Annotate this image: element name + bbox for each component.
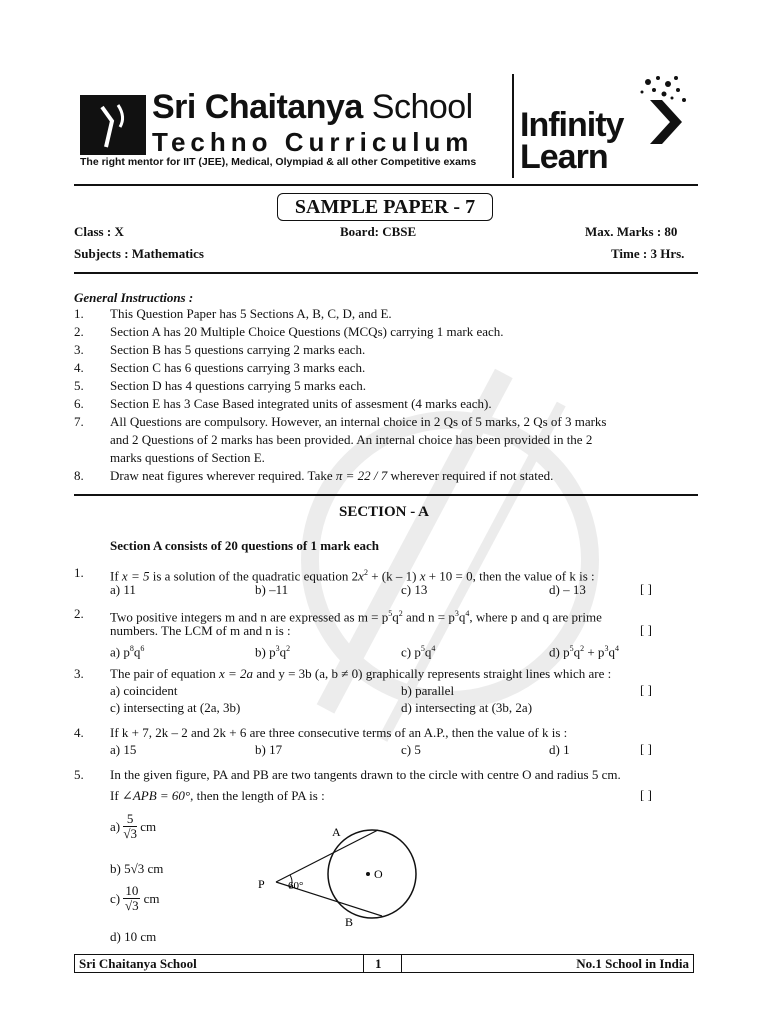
answer-bracket: [ ] xyxy=(640,787,652,802)
question-number: 3. xyxy=(74,666,84,681)
instr-num: 3. xyxy=(74,342,84,357)
centre-point xyxy=(366,872,370,876)
instr-text: and 2 Questions of 2 marks has been provided. An internal choice has been provided in the 2 xyxy=(110,432,593,447)
question-2-text-line2: numbers. The LCM of m and n is : xyxy=(110,623,291,638)
curriculum-name: Techno Curriculum xyxy=(152,127,474,157)
time-label: Time : 3 Hrs. xyxy=(611,246,685,261)
question-number: 5. xyxy=(74,767,84,782)
question-3-text: The pair of equation x = 2a and y = 3b (a, b ≠ 0) graphically represents straight lines which are : xyxy=(110,666,612,681)
answer-bracket: [ ] xyxy=(640,741,652,756)
instr-text: This Question Paper has 5 Sections A, B, C, D, and E. xyxy=(110,306,392,321)
instr-text: Section A has 20 Multiple Choice Questions (MCQs) carrying 1 mark each. xyxy=(110,324,504,339)
page-footer xyxy=(74,954,694,973)
option: d) intersecting at (3b, 2a) xyxy=(401,700,533,715)
partner-logo-line2: Learn xyxy=(520,138,608,176)
instr-text: Section B has 5 questions carrying 2 marks each. xyxy=(110,342,366,357)
school-name: Sri Chaitanya School xyxy=(152,88,473,126)
footer-slogan: No.1 School in India xyxy=(576,956,689,971)
partner-logo-line1: Infinity xyxy=(520,106,624,144)
tangent-circle-figure xyxy=(250,818,430,930)
question-number: 2. xyxy=(74,606,84,621)
title-rule xyxy=(74,272,698,274)
instr-num: 2. xyxy=(74,324,84,339)
point-a-label: A xyxy=(332,825,341,839)
option: c) intersecting at (2a, 3b) xyxy=(110,700,241,715)
question-2-text: Two positive integers m and n are expressed as $m = p^5q^2$ and $n = p^3q^4$, where p and q are prime xyxy=(110,609,602,625)
option: b) $p^3q^2$ xyxy=(255,644,291,660)
option: a) 11 xyxy=(110,582,136,597)
answer-bracket: [ ] xyxy=(640,622,652,637)
instr-text: Draw neat figures wherever required. Take π = 22 / 7 wherever required if not stated. xyxy=(110,468,554,483)
footer-school: Sri Chaitanya School xyxy=(79,956,197,971)
section-subtitle: Section A consists of 20 questions of 1 mark each xyxy=(110,538,380,553)
answer-bracket: [ ] xyxy=(640,682,652,697)
option: d) 10 cm xyxy=(110,929,157,944)
option: a) 15 xyxy=(110,742,137,757)
option: b) 5√3 cm xyxy=(110,861,164,876)
question-number: 1. xyxy=(74,565,84,580)
instr-num: 5. xyxy=(74,378,84,393)
instr-text: Section D has 4 questions carrying 5 marks each. xyxy=(110,378,366,393)
header-rule xyxy=(74,184,698,186)
angle-label: 60° xyxy=(288,880,304,892)
tagline: The right mentor for IIT (JEE), Medical, Olympiad & all other Competitive exams xyxy=(80,156,477,168)
answer-bracket: [ ] xyxy=(640,581,652,596)
instructions-heading: General Instructions : xyxy=(74,290,194,305)
subject-label: Subjects : Mathematics xyxy=(74,246,204,261)
page-number: 1 xyxy=(375,956,382,971)
option: a) coincident xyxy=(110,683,178,698)
max-marks-label: Max. Marks : 80 xyxy=(585,224,678,239)
instr-text: Section E has 3 Case Based integrated units of assesment (4 marks each). xyxy=(110,396,492,411)
board-label: Board: CBSE xyxy=(340,224,417,239)
footer-divider xyxy=(401,955,402,972)
point-p-label: P xyxy=(258,877,265,891)
instr-num: 7. xyxy=(74,414,84,429)
infinity-arrow-icon xyxy=(628,72,698,152)
option: b) –11 xyxy=(255,582,289,597)
pi-expression: π = 22 / 7 xyxy=(335,468,388,483)
question-4-text: If k + 7, 2k – 2 and 2k + 6 are three consecutive terms of an A.P., then the value of k is : xyxy=(110,725,568,740)
option: b) 17 xyxy=(255,742,283,757)
option: d) 1 xyxy=(549,742,570,757)
instr-num: 4. xyxy=(74,360,84,375)
instr-num: 6. xyxy=(74,396,84,411)
question-5-text: In the given figure, PA and PB are two tangents drawn to the circle with centre O and radius 5 cm. xyxy=(110,767,621,782)
instr-num: 1. xyxy=(74,306,84,321)
footer-divider xyxy=(363,955,364,972)
school-logo xyxy=(80,95,146,155)
point-b-label: B xyxy=(345,915,354,929)
question-1-text: If x = 5 is a solution of the quadratic equation $2x^2 + (k - 1) x + 10 = 0$, then the value of k is : xyxy=(110,568,595,584)
option: d) – 13 xyxy=(549,582,586,597)
option: c) $p^5q^4$ xyxy=(401,644,436,660)
instr-num: 8. xyxy=(74,468,84,483)
circle xyxy=(328,830,416,918)
option: d) $p^5q^2 + p^3q^4$ xyxy=(549,644,619,660)
option: c) 13 xyxy=(401,582,428,597)
instr-text: Section C has 6 questions carrying 3 marks each. xyxy=(110,360,366,375)
class-label: Class : X xyxy=(74,224,124,239)
instr-text: marks questions of Section E. xyxy=(110,450,265,465)
question-5-text-line2: If ∠APB = 60°, then the length of PA is : xyxy=(110,788,325,803)
instructions-rule xyxy=(74,494,698,496)
option: b) parallel xyxy=(401,683,455,698)
section-title: SECTION - A xyxy=(338,504,430,520)
option: a) $\frac{5}{√3}$ cm xyxy=(110,811,157,841)
question-number: 4. xyxy=(74,725,84,740)
instr-text: All Questions are compulsory. However, an internal choice in 2 Qs of 5 marks, 2 Qs of 3 marks xyxy=(110,414,607,429)
paper-title: SAMPLE PAPER - 7 xyxy=(277,193,493,221)
option: a) $p^8q^6$ xyxy=(110,644,145,660)
header-divider xyxy=(512,74,514,178)
tangent-pa xyxy=(276,830,378,882)
point-o-label: O xyxy=(374,867,383,881)
option: c) 5 xyxy=(401,742,421,757)
option: c) $\frac{10}{√3}$ cm xyxy=(110,883,160,913)
